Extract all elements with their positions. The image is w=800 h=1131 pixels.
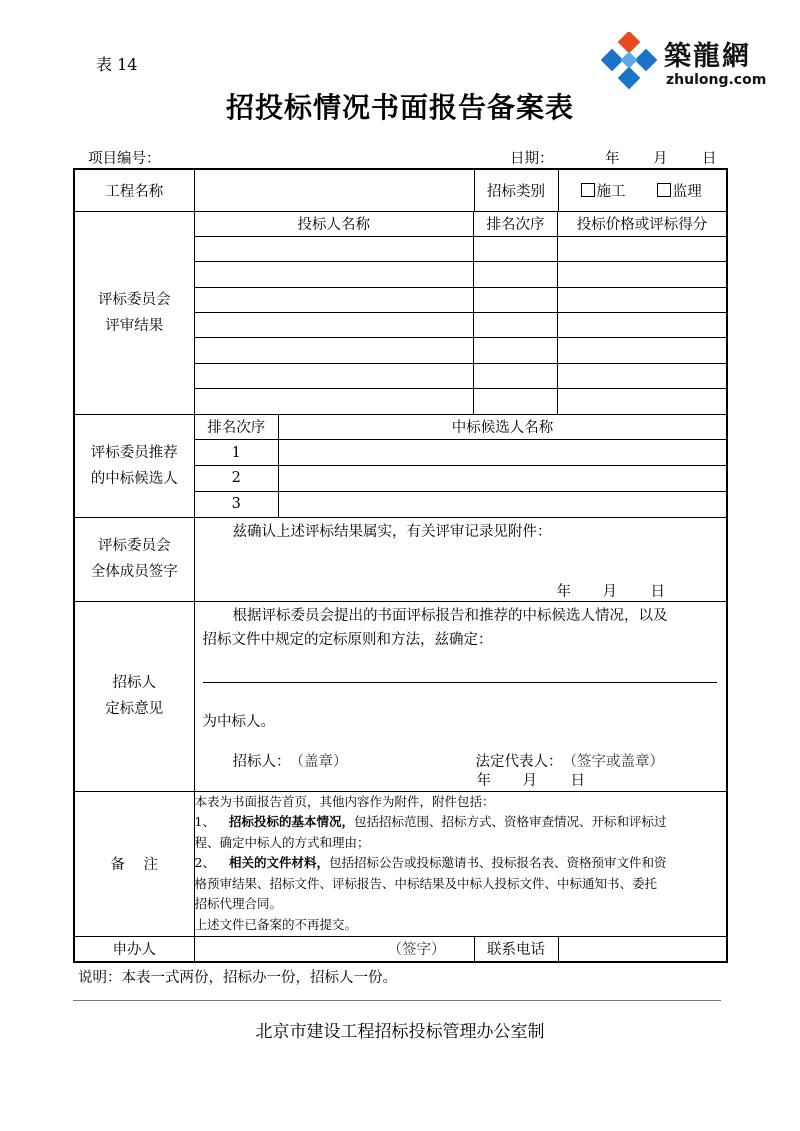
remarks-label: 备 注 — [74, 791, 194, 936]
tenderer-seal: （盖章） — [289, 754, 348, 770]
table-row — [195, 465, 727, 491]
supervision-option-label: 监理 — [672, 183, 702, 200]
table-row — [195, 236, 727, 261]
candidate-name-field[interactable] — [279, 465, 727, 491]
signature-year: 年 — [556, 583, 571, 600]
remarks-intro: 本表为书面报告首页，其他内容作为附件，附件包括： — [194, 793, 495, 809]
price-score-header: 投标价格或评标得分 — [558, 212, 727, 237]
construction-checkbox[interactable] — [581, 184, 626, 200]
date-year: 年 — [605, 151, 620, 167]
signature-row — [74, 517, 727, 601]
applicant-row — [74, 936, 727, 962]
candidate-rank: 1 — [195, 440, 279, 466]
candidates-row — [74, 414, 727, 517]
footnote: 说明：本表一式两份，招标办一份，招标人一份。 — [78, 970, 397, 986]
project-number-label: 项目编号： — [88, 151, 161, 167]
remarks-item-1: 1、 招标投标的基本情况，包括招标范围、招标方式、资格审查情况、开标和评标过 — [194, 814, 667, 830]
decision-label: 招标人 定标意见 — [74, 601, 194, 791]
contact-phone-field[interactable] — [558, 936, 727, 962]
decision-day: 日 — [570, 773, 585, 789]
date-label: 日期： — [510, 151, 554, 167]
divider — [73, 1000, 721, 1001]
bidder-name-header: 投标人名称 — [195, 212, 474, 237]
applicant-label: 申办人 — [74, 936, 194, 962]
supervision-checkbox[interactable] — [657, 184, 702, 200]
table-row — [195, 440, 727, 466]
contact-phone-label: 联系电话 — [474, 936, 558, 962]
decision-year: 年 — [476, 773, 491, 789]
table-row — [195, 312, 727, 337]
bid-type-options — [558, 169, 727, 211]
date-day: 日 — [702, 151, 717, 167]
logo-name: 築龍網 — [664, 41, 751, 72]
winner-text: 为中标人。 — [202, 714, 275, 730]
signature-label: 评标委员会 全体成员签字 — [74, 517, 194, 601]
remarks-item-2: 2、 相关的文件材料，包括招标公告或投标邀请书、投标报名表、资格预审文件和资 — [194, 855, 667, 871]
remarks-item-2-cont-2: 招标代理合同。 — [194, 896, 283, 912]
candidates-table — [195, 415, 727, 517]
project-name-label: 工程名称 — [74, 169, 194, 211]
decision-month: 月 — [522, 773, 537, 789]
form-title: 招投标情况书面报告备案表 — [225, 91, 574, 124]
tenderer-label: 招标人： — [232, 754, 291, 770]
decision-row — [74, 601, 727, 791]
table-row — [195, 363, 727, 388]
form-number: 表 14 — [96, 55, 138, 74]
remarks-outro: 上述文件已备案的不再提交。 — [194, 916, 358, 932]
legal-rep-label: 法定代表人： — [475, 754, 563, 770]
review-result-label: 评标委员会 评审结果 — [74, 211, 194, 414]
decision-line-2: 招标文件中规定的定标原则和方法，兹确定： — [202, 632, 493, 648]
signature-statement: 兹确认上述评标结果属实，有关评审记录见附件： — [232, 523, 552, 540]
signature-day: 日 — [650, 583, 665, 600]
table-row — [195, 338, 727, 363]
logo-url: zhulong.com — [666, 72, 767, 88]
candidate-name-field[interactable] — [279, 491, 727, 516]
review-result-row — [74, 211, 727, 414]
filing-form-table — [73, 168, 728, 963]
rank-header: 排名次序 — [474, 212, 558, 237]
signature-field[interactable] — [194, 517, 727, 601]
winner-name-line[interactable] — [203, 682, 717, 683]
date-month: 月 — [653, 151, 668, 167]
candidate-name-header: 中标候选人名称 — [279, 415, 727, 440]
remarks-content — [194, 791, 727, 936]
signature-month: 月 — [602, 583, 617, 600]
project-name-row — [74, 169, 727, 211]
candidate-rank: 2 — [195, 465, 279, 491]
table-row — [195, 389, 727, 414]
applicant-signature-field[interactable] — [194, 936, 474, 962]
bid-type-label: 招标类别 — [474, 169, 558, 211]
issuing-office: 北京市建设工程招标投标管理办公室制 — [255, 1022, 545, 1042]
remarks-item-1-cont: 程、确定中标人的方式和理由； — [194, 834, 370, 850]
candidate-rank: 3 — [195, 491, 279, 516]
table-row — [195, 491, 727, 516]
construction-option-label: 施工 — [596, 183, 626, 200]
candidate-name-field[interactable] — [279, 440, 727, 466]
candidates-label: 评标委员推荐 的中标候选人 — [74, 414, 194, 517]
checkbox-icon — [581, 183, 595, 197]
table-row — [195, 287, 727, 312]
table-row — [195, 262, 727, 287]
checkbox-icon — [657, 183, 671, 197]
candidate-rank-header: 排名次序 — [195, 415, 279, 440]
decision-line-1: 根据评标委员会提出的书面评标报告和推荐的中标候选人情况，以及 — [232, 608, 668, 624]
remarks-row — [74, 791, 727, 936]
review-result-table — [195, 212, 727, 414]
remarks-item-2-cont-1: 格预审结果、招标文件、评标报告、中标结果及中标人投标文件、中标通知书、委托 — [194, 875, 658, 891]
project-name-field[interactable] — [194, 169, 474, 211]
applicant-sign-hint: （签字） — [387, 942, 446, 959]
legal-rep-seal: （签字或盖章） — [562, 754, 664, 770]
